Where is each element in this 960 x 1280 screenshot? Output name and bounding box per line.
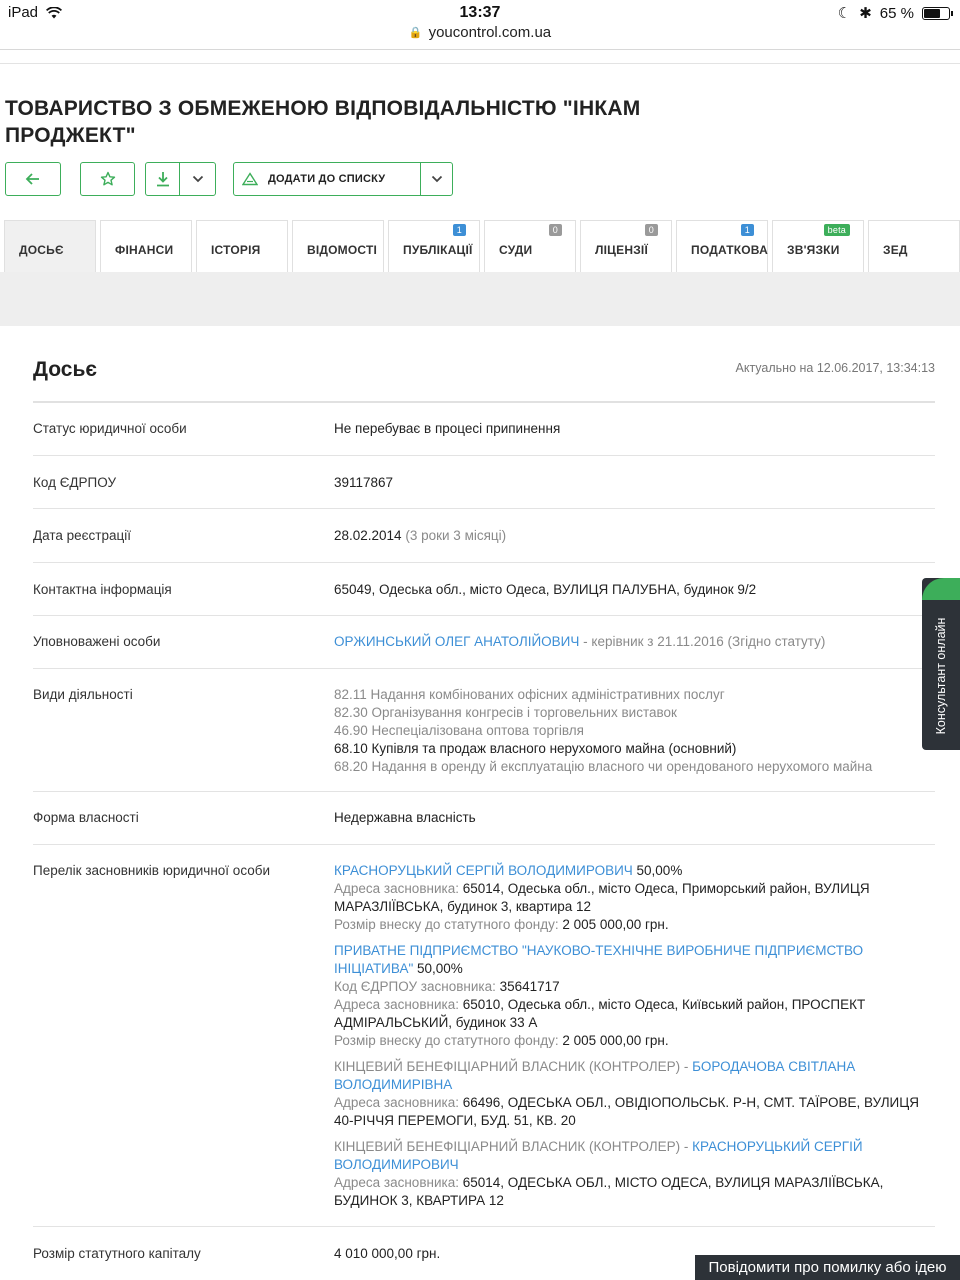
founder-capital (334, 916, 934, 934)
url-text: youcontrol.com.ua (428, 24, 552, 41)
registration-date: 28.02.2014 (334, 528, 402, 543)
row-label: Форма власності (33, 810, 139, 825)
registration-age: (3 роки 3 місяці) (405, 528, 507, 543)
header-divider (0, 63, 960, 64)
dossier-title: Досьє (33, 358, 97, 381)
tab-label: СУДИ (499, 242, 533, 257)
star-icon (100, 171, 116, 187)
tab-count-badge: 0 (549, 224, 562, 236)
founder-address (334, 880, 934, 916)
tab-history[interactable] (196, 220, 288, 272)
address-label: Адреса засновника: (334, 1095, 463, 1110)
row-label: Перелік засновників юридичної особи (33, 863, 271, 878)
row-label: Статус юридичної особи (33, 421, 187, 436)
activity-item-main: 68.10 Купівля та продаж власного нерухомого майна (основний) (334, 741, 737, 756)
founder-entry (334, 942, 934, 1050)
code-value: 35641717 (499, 979, 560, 994)
beneficiary-entry (334, 1138, 934, 1210)
founder-link[interactable]: ПРИВАТНЕ ПІДПРИЄМСТВО "НАУКОВО-ТЕХНІЧНЕ ВИРОБНИЧЕ ПІДПРИЄМСТВО ІНІЦІАТИВА" (334, 943, 864, 976)
clock: 13:37 (459, 4, 501, 21)
beneficiary-link[interactable]: БОРОДАЧОВА СВІТЛАНА ВОЛОДИМИРІВНА (334, 1059, 856, 1092)
authorized-persons-value (334, 633, 934, 651)
row-contact (33, 563, 935, 616)
add-to-list-label: ДОДАТИ ДО СПИСКУ (268, 173, 386, 185)
tab-courts[interactable] (484, 220, 576, 272)
address-value: 65010, Одеська обл., місто Одеса, Київський район, ПРОСПЕКТ АДМІРАЛЬСЬКИЙ, будинок 33 А (334, 997, 866, 1030)
activity-item: 68.20 Надання в оренду й експлуатацію власного чи орендованого нерухомого майна (334, 759, 873, 774)
tab-label: ДОСЬЄ (19, 242, 64, 257)
company-title: ТОВАРИСТВО З ОБМЕЖЕНОЮ ВІДПОВІДАЛЬНІСТЮ "ІНКАМ ПРОДЖЕКТ" (5, 97, 641, 147)
status-bar-right (838, 4, 950, 22)
beneficiary-address (334, 1174, 934, 1210)
browser-divider (0, 49, 960, 50)
row-edrpou (33, 456, 935, 509)
founder-code (334, 978, 934, 996)
founders-list (334, 862, 934, 1218)
actual-timestamp: Актуально на 12.06.2017, 13:34:13 (735, 361, 935, 375)
address-label: Адреса засновника: (334, 881, 463, 896)
tab-licenses[interactable] (580, 220, 672, 272)
consultant-label: Консультант онлайн (934, 617, 948, 735)
capital-label: Розмір внеску до статутного фонду: (334, 1033, 563, 1048)
tab-label: ЛІЦЕНЗІЇ (595, 242, 648, 257)
tab-label: ВІДОМОСТІ (307, 242, 378, 257)
founder-share: 50,00% (632, 863, 683, 878)
battery-level (924, 9, 940, 18)
tab-tax[interactable] (676, 220, 768, 272)
battery-icon (922, 7, 950, 20)
founder-heading (334, 942, 934, 978)
beneficiary-address (334, 1094, 934, 1130)
code-label: Код ЄДРПОУ засновника: (334, 979, 500, 994)
chevron-down-icon (192, 175, 204, 183)
favorite-button[interactable] (80, 162, 135, 196)
row-founders (33, 845, 935, 1227)
edrpou-value: 39117867 (334, 475, 394, 490)
tab-label: ПУБЛІКАЦІЇ (403, 242, 473, 257)
tab-publications[interactable] (388, 220, 480, 272)
tab-content-band (0, 272, 960, 326)
capital-label: Розмір внеску до статутного фонду: (334, 917, 563, 932)
download-button[interactable] (146, 163, 180, 195)
row-registration-date (33, 509, 935, 563)
row-label: Дата реєстрації (33, 528, 131, 543)
activity-item: 82.11 Надання комбінованих офісних адміністративних послуг (334, 687, 725, 702)
tab-label: ФІНАНСИ (115, 242, 174, 257)
tab-label: ЗВ'ЯЗКИ (787, 242, 840, 257)
founder-link[interactable]: КРАСНОРУЦЬКИЙ СЕРГІЙ ВОЛОДИМИРОВИЧ (334, 863, 633, 878)
address-value: 65014, ОДЕСЬКА ОБЛ., МІСТО ОДЕСА, ВУЛИЦЯ МАРАЗЛІЇВСЬКА, БУДИНОК 3, КВАРТИРА 12 (334, 1175, 884, 1208)
founder-heading (334, 862, 934, 880)
capital-total-value: 4 010 000,00 грн. (334, 1246, 441, 1261)
tab-finance[interactable] (100, 220, 192, 272)
chevron-down-icon (431, 175, 443, 183)
founder-capital (334, 1032, 934, 1050)
director-link[interactable]: ОРЖИНСЬКИЙ ОЛЕГ АНАТОЛІЙОВИЧ (334, 634, 580, 649)
tab-label: ПОДАТКОВА (691, 242, 768, 257)
lock-icon: 🔒 (408, 27, 423, 39)
back-button[interactable] (5, 162, 61, 196)
contact-value: 65049, Одеська обл., місто Одеса, ВУЛИЦЯ ПАЛУБНА, будинок 9/2 (334, 582, 757, 597)
beneficiary-heading (334, 1058, 934, 1094)
moon-icon: ☾ (837, 5, 852, 22)
activity-item: 46.90 Неспеціалізована оптова торгівля (334, 723, 584, 738)
tab-label: ІСТОРІЯ (211, 242, 261, 257)
status-value: Не перебуває в процесі припинення (334, 421, 561, 436)
address-bar[interactable] (0, 24, 960, 50)
report-error-label: Повідомити про помилку або ідею (708, 1259, 947, 1276)
founder-entry (334, 862, 934, 934)
add-to-list-group (233, 162, 453, 196)
bluetooth-icon: ✱ (859, 5, 872, 22)
dossier-card (5, 326, 960, 1280)
row-activities (33, 669, 935, 792)
row-label: Контактна інформація (33, 582, 172, 597)
registration-date-value (334, 527, 934, 545)
download-button-group (145, 162, 216, 196)
online-consultant-tab[interactable] (922, 578, 960, 750)
battery-percent: 65 % (879, 4, 914, 22)
beneficiary-link[interactable]: КРАСНОРУЦЬКИЙ СЕРГІЙ ВОЛОДИМИРОВИЧ (334, 1139, 863, 1172)
tab-beta-badge: beta (824, 224, 850, 236)
add-to-list-button[interactable] (234, 163, 421, 195)
address-label: Адреса засновника: (334, 997, 463, 1012)
ownership-value: Недержавна власність (334, 810, 476, 825)
download-icon (155, 171, 171, 187)
tab-foreign-trade[interactable] (868, 220, 960, 272)
device-label: iPad (8, 4, 39, 21)
row-label: Уповноважені особи (33, 634, 161, 649)
tab-count-badge: 0 (645, 224, 658, 236)
founder-share: 50,00% (413, 961, 463, 976)
status-bar (0, 0, 960, 26)
arrow-left-icon (25, 172, 41, 186)
tab-label: ЗЕД (883, 242, 908, 257)
capital-value: 2 005 000,00 грн. (562, 917, 669, 932)
capital-value: 2 005 000,00 грн. (562, 1033, 669, 1048)
row-authorized-persons (33, 616, 935, 669)
beneficiary-prefix: КІНЦЕВИЙ БЕНЕФІЦІАРНИЙ ВЛАСНИК (КОНТРОЛЕР) - (334, 1059, 693, 1074)
beneficiary-heading (334, 1138, 934, 1174)
tab-count-badge: 1 (453, 224, 466, 236)
address-value: 65014, Одеська обл., місто Одеса, Приморський район, ВУЛИЦЯ МАРАЗЛІЇВСЬКА, будинок 3, квартира 12 (334, 881, 870, 914)
beneficiary-prefix: КІНЦЕВИЙ БЕНЕФІЦІАРНИЙ ВЛАСНИК (КОНТРОЛЕР) - (334, 1139, 693, 1154)
section-tabs (4, 220, 960, 272)
founder-address (334, 996, 934, 1032)
download-dropdown-button[interactable] (180, 163, 215, 195)
address-label: Адреса засновника: (334, 1175, 463, 1190)
tab-count-badge: 1 (741, 224, 754, 236)
add-to-list-dropdown[interactable] (421, 163, 452, 195)
list-triangle-icon (242, 172, 258, 186)
report-error-button[interactable] (695, 1255, 960, 1280)
row-label: Види діяльності (33, 687, 133, 702)
row-label: Розмір статутного капіталу (33, 1246, 201, 1261)
tab-connections[interactable] (772, 220, 864, 272)
activities-list (334, 686, 934, 776)
beneficiary-entry (334, 1058, 934, 1130)
row-ownership (33, 792, 935, 845)
tab-dossier[interactable] (4, 220, 96, 272)
row-label: Код ЄДРПОУ (33, 475, 117, 490)
consultant-accent (922, 578, 960, 600)
address-value: 66496, ОДЕСЬКА ОБЛ., ОВІДІОПОЛЬСЬК. Р-Н, СМТ. ТАЇРОВЕ, ВУЛИЦЯ 40-РІЧЧЯ ПЕРЕМОГИ, БУД. 51, КВ. 20 (334, 1095, 919, 1128)
tab-records[interactable] (292, 220, 384, 272)
activity-item: 82.30 Організування конгресів і торговельних виставок (334, 705, 677, 720)
row-status (33, 403, 935, 456)
director-role: - керівник з 21.11.2016 (Згідно статуту) (579, 634, 826, 649)
